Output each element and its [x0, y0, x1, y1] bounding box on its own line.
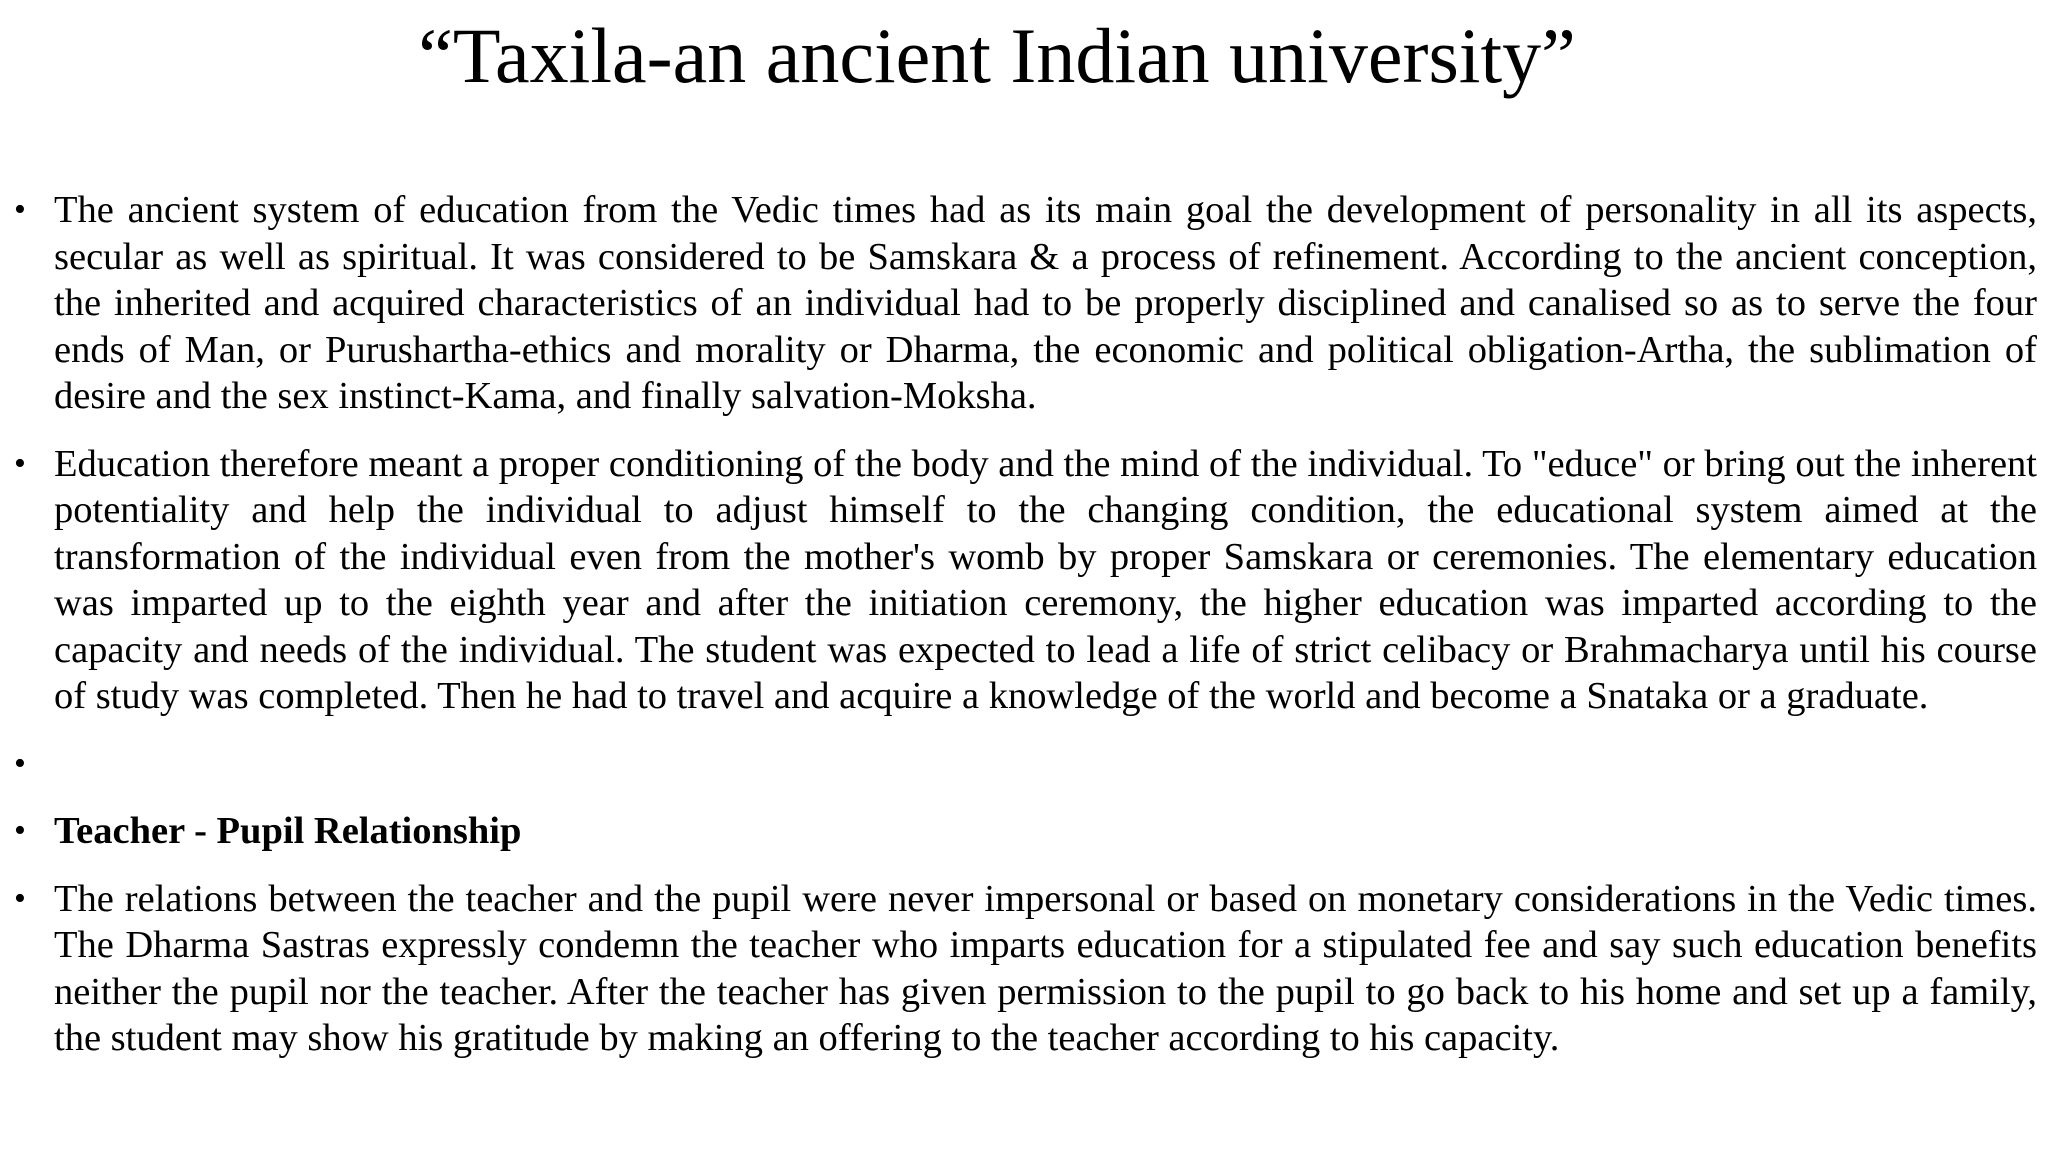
- bullet-text: The relations between the teacher and the pupil were never impersonal or based on monetary considerations in the Vedic times. The Dharma Sastras expressly condemn the teacher who imparts education for a stipulated fee and say such education benefits neither the pupil nor the teacher. After the teacher has given permission to the pupil to go back to his home and set up a family, the student may show his gratitude by making an offering to the teacher according to his capacity.: [54, 877, 2037, 1059]
- bullet-icon: •: [14, 744, 26, 782]
- bullet-item-education-meaning: [0, 441, 2048, 720]
- bullet-item-empty: [0, 741, 2048, 788]
- bullet-item-teacher-pupil-relations: [0, 876, 2048, 1062]
- bullet-icon: •: [14, 444, 26, 482]
- bullet-list: [0, 187, 2048, 1062]
- bullet-icon: •: [14, 191, 26, 228]
- bullet-icon: •: [14, 812, 26, 849]
- section-heading-text: Teacher - Pupil Relationship: [54, 810, 522, 852]
- bullet-text: The ancient system of education from the Vedic times had as its main goal the development of personality in all its aspects, secular as well as spiritual. It was considered to be Samskara & a process of refinement. According to the ancient conception, the inherited and acquired characteristics of an individual had to be properly disciplined and canalised so as to serve the four ends of Man, or Purushartha-ethics and morality or Dharma, the economic and political obligation-Artha, the sublimation of desire and the sex instinct-Kama, and finally salvation-Moksha.: [54, 189, 2037, 417]
- section-heading-teacher-pupil: [0, 808, 2048, 855]
- bullet-text: Education therefore meant a proper conditioning of the body and the mind of the individual. To "educe" or bring out the inherent potentiality and help the individual to adjust himself to the changing condition, the educational system aimed at the transformation of the individual even from the mother's womb by proper Samskara or ceremonies. The elementary education was imparted up to the eighth year and after the initiation ceremony, the higher education was imparted according to the capacity and needs of the individual. The student was expected to lead a life of strict celibacy or Brahmacharya until his course of study was completed. Then he had to travel and acquire a knowledge of the world and become a Snataka or a graduate.: [54, 442, 2037, 717]
- slide-title: “Taxila-an ancient Indian university”: [418, 12, 1576, 99]
- bullet-icon: •: [14, 879, 26, 917]
- bullet-item-education-goal: [0, 187, 2048, 420]
